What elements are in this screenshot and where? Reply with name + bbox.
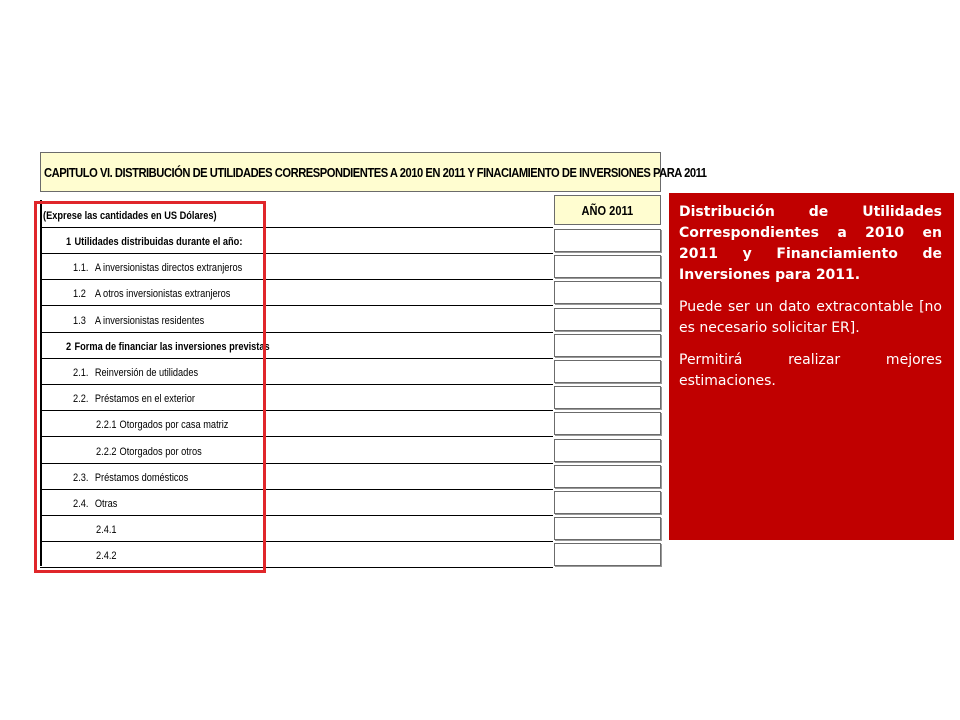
row-text: Otorgados por casa matriz	[119, 419, 229, 432]
row-number: 1.1.	[73, 262, 89, 275]
highlight-frame	[34, 201, 266, 573]
row-number: 1.2	[73, 288, 86, 301]
row-text: Forma de financiar las inversiones previstas	[74, 340, 270, 353]
row-text: Reinversión de utilidades	[94, 367, 199, 379]
row-number: 1	[66, 236, 72, 248]
row-number: 2.2.	[73, 393, 89, 406]
amount-input-cell[interactable]	[554, 334, 661, 357]
amount-input-cell[interactable]	[554, 491, 661, 514]
amount-input-cell[interactable]	[554, 308, 661, 331]
amount-input-cell[interactable]	[554, 255, 661, 278]
amount-input-cell[interactable]	[554, 229, 661, 252]
amount-input-cell[interactable]	[554, 439, 661, 462]
row-number: 2.3.	[73, 471, 89, 484]
year-column-header	[554, 195, 661, 225]
row-number: 2.4.	[73, 498, 89, 510]
row-number: 2.4.2	[96, 550, 117, 563]
amount-input-cell[interactable]	[554, 360, 661, 383]
row-number: 2.2.1	[96, 419, 117, 432]
units-note: (Exprese las cantidades en US Dólares)	[43, 210, 217, 222]
row-number: 2.1.	[73, 367, 89, 379]
amount-input-cell[interactable]	[554, 386, 661, 409]
row-number: 1.3	[73, 314, 86, 327]
row-text: A inversionistas directos extranjeros	[94, 262, 243, 275]
amount-input-cell[interactable]	[554, 281, 661, 304]
note-line-2: Permitirá realizar mejores estimaciones.	[679, 352, 942, 389]
amount-input-cell[interactable]	[554, 465, 661, 488]
row-text: A inversionistas residentes	[94, 314, 205, 327]
year-header-label: AÑO 2011	[581, 203, 634, 218]
amount-input-cell[interactable]	[554, 412, 661, 435]
chapter-title-bar	[40, 152, 707, 192]
note-heading: Distribución de Utilidades Correspondientes a 2010 en 2011 y Financiamiento de Inversiones para 2011.	[679, 204, 942, 283]
explanation-note	[669, 193, 954, 540]
chapter-title: CAPITULO VI. DISTRIBUCIÓN DE UTILIDADES CORRESPONDIENTES A 2010 EN 2011 Y FINACIAMIENTO DE INVERSIONES PARA 2011	[44, 165, 707, 180]
row-text: Préstamos domésticos	[94, 471, 189, 484]
amount-input-cell[interactable]	[554, 517, 661, 540]
row-text: Utilidades distribuidas durante el año:	[74, 236, 243, 248]
row-text: Otras	[94, 498, 118, 510]
row-text: A otros inversionistas extranjeros	[94, 288, 231, 301]
row-text: Otorgados por otros	[119, 445, 202, 458]
amount-input-cell[interactable]	[554, 543, 661, 566]
row-number: 2.2.2	[96, 445, 117, 458]
note-line-1: Puede ser un dato extracontable [no es necesario solicitar ER].	[679, 299, 942, 336]
row-number: 2.4.1	[96, 524, 117, 537]
row-number: 2	[66, 340, 72, 353]
row-text: Préstamos en el exterior	[94, 393, 195, 406]
